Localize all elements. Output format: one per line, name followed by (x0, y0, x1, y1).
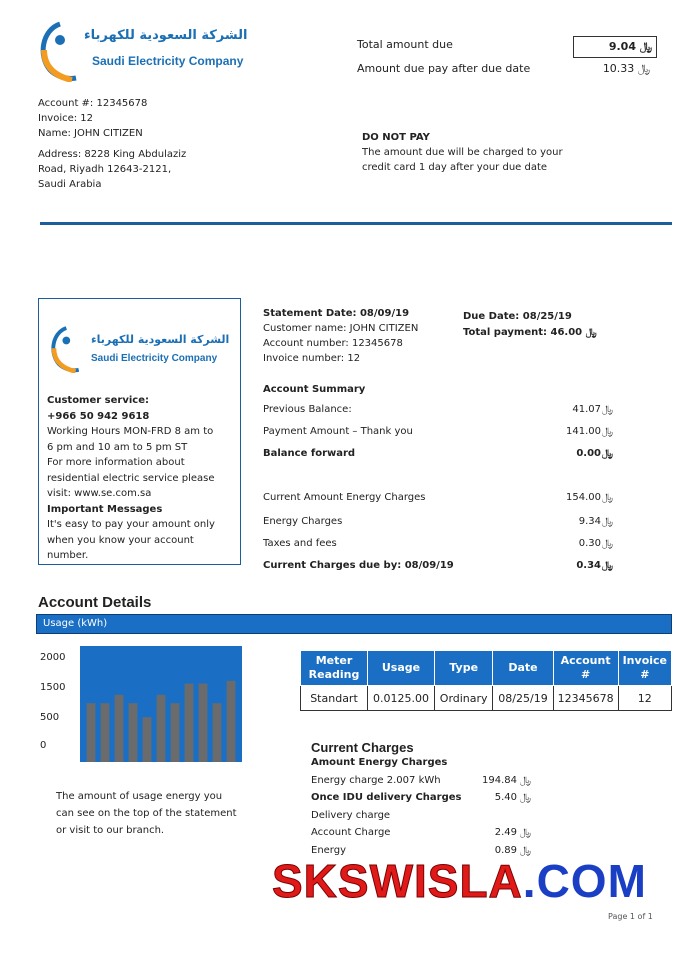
charge-row (311, 757, 531, 768)
service-box (38, 298, 241, 565)
currency-sign: ﷼ (601, 492, 613, 503)
summary-row (263, 538, 613, 549)
currency-sign: ﷼ (601, 404, 613, 415)
header-divider (40, 222, 672, 225)
charge-row-value: 5.40 (494, 792, 517, 803)
y-tick-label: 0 (40, 740, 47, 751)
summary-row-label: Energy Charges (263, 516, 343, 527)
summary-row-label: Taxes and fees (263, 538, 337, 549)
message-line-1: It's easy to pay your amount only (47, 519, 215, 530)
page-number: Page 1 of 1 (608, 912, 653, 921)
currency-sign: ﷼ (601, 426, 613, 437)
company-name-ar: الشركة السعودية للكهرباء (84, 28, 248, 43)
chart-bar (115, 695, 124, 762)
charge-row (311, 792, 531, 803)
watermark-main: SKSWISLA (272, 855, 523, 907)
invoice-line: Invoice: 12 (38, 113, 94, 124)
notice-line-2: credit card 1 day after your due date (362, 162, 548, 173)
currency-sign: ﷼ (519, 844, 531, 856)
logo-swoosh-icon (36, 20, 78, 82)
currency-sign: ﷼ (585, 327, 597, 338)
charge-row-label: Once IDU delivery Charges (311, 792, 462, 803)
usage-note-line-1: The amount of usage energy you (56, 791, 223, 802)
company-name-en: Saudi Electricity Company (91, 353, 218, 364)
usage-note-line-3: or visit to our branch. (56, 825, 165, 836)
watermark-domain: COM (536, 855, 647, 907)
total-due-label: Total amount due (357, 38, 453, 51)
logo-swoosh-icon (47, 325, 81, 373)
address-line-1: Address: 8228 King Abdulaziz (38, 149, 187, 160)
charge-row (311, 827, 531, 838)
cell-account: 12345678 (553, 686, 618, 711)
cell-date: 08/25/19 (493, 686, 553, 711)
y-tick-label: 1500 (40, 682, 66, 693)
cell-meter-reading: Standart (301, 686, 368, 711)
account-summary-title: Account Summary (263, 384, 366, 395)
company-name-en: Saudi Electricity Company (92, 54, 244, 68)
current-charges-title: Current Charges (311, 740, 414, 755)
notice-line-1: The amount due will be charged to your (362, 147, 563, 158)
summary-row-label: Payment Amount – Thank you (263, 426, 413, 437)
chart-bar (199, 684, 208, 762)
cell-invoice: 12 (618, 686, 671, 711)
summary-row-label: Current Charges due by: 08/09/19 (263, 560, 454, 571)
charge-row-label: Amount Energy Charges (311, 757, 448, 768)
cell-usage: 0.0125.00 (368, 686, 435, 711)
after-due-value: 10.33 (602, 62, 635, 75)
company-name-ar: الشركة السعودية للكهرباء (91, 333, 230, 346)
service-line-3: For more information about (47, 457, 185, 468)
charge-row-label: Energy charge 2.007 kWh (311, 774, 441, 786)
y-tick-label: 2000 (40, 652, 66, 663)
charge-row-value: 0.89 (494, 844, 517, 856)
statement-info (263, 306, 418, 366)
watermark (272, 854, 647, 908)
after-due-amount (570, 62, 650, 76)
usage-note-line-2: can see on the top of the statement (56, 808, 237, 819)
service-line-4: residential electric service please (47, 472, 215, 484)
cell-type: Ordinary (434, 686, 492, 711)
charge-row-value: 2.49 (494, 827, 517, 838)
watermark-dot: . (522, 855, 537, 907)
usage-bar (36, 614, 672, 634)
summary-row-value: 154.00 (566, 492, 601, 503)
chart-bar (87, 703, 96, 762)
currency-sign: ﷼ (601, 538, 613, 549)
summary-row-label: Previous Balance: (263, 404, 352, 415)
customer-service-phone: +966 50 942 9618 (47, 410, 150, 422)
statement-invoice-number: Invoice number: 12 (263, 353, 361, 364)
address-line-2: Road, Riyadh 12643-2121, (38, 164, 172, 175)
summary-row-value: 0.00 (576, 448, 601, 459)
usage-chart (36, 644, 246, 764)
currency-sign: ﷼ (519, 827, 531, 838)
chart-bar (185, 684, 194, 762)
currency-sign: ﷼ (637, 62, 650, 75)
important-messages-title: Important Messages (47, 503, 163, 515)
due-info (463, 309, 597, 341)
service-line-5: visit: www.se.com.sa (47, 488, 152, 499)
meter-table (300, 650, 672, 711)
notice-title: DO NOT PAY (362, 132, 430, 143)
summary-row-value: 0.34 (576, 560, 601, 571)
due-date: Due Date: 08/25/19 (463, 311, 572, 322)
statement-date: Statement Date: 08/09/19 (263, 308, 410, 319)
chart-bar (171, 703, 180, 762)
summary-row (263, 560, 613, 571)
address-line-3: Saudi Arabia (38, 179, 102, 190)
charge-row-value: 194.84 (482, 774, 517, 786)
chart-bar (129, 703, 138, 762)
summary-row (263, 426, 613, 437)
charge-row (311, 810, 531, 821)
service-line-1: Working Hours MON-FRD 8 am to (47, 426, 214, 437)
total-payment: Total payment: 46.00 (463, 327, 583, 338)
chart-bar (143, 717, 152, 762)
customer-info (38, 96, 186, 192)
usage-chart-plot (80, 646, 242, 762)
name-line: Name: JOHN CITIZEN (38, 128, 143, 139)
currency-sign: ﷼ (519, 774, 531, 786)
notice-block (362, 130, 563, 175)
usage-bar-label: Usage (kWh) (43, 618, 108, 629)
summary-row-label: Balance forward (263, 448, 356, 459)
account-line: Account #: 12345678 (38, 98, 148, 109)
statement-customer-name: Customer name: JOHN CITIZEN (263, 323, 419, 334)
summary-row (263, 448, 613, 459)
summary-row-value: 141.00 (566, 426, 601, 437)
header-date: Date (493, 651, 553, 686)
y-tick-label: 500 (40, 712, 60, 723)
table-row (301, 686, 672, 711)
header-account: Account # (553, 651, 618, 686)
currency-sign: ﷼ (519, 792, 531, 803)
summary-row (263, 516, 613, 527)
charge-row-label: Account Charge (311, 827, 391, 838)
message-line-2: when you know your account (47, 534, 194, 546)
usage-note (56, 788, 237, 839)
chart-bar (227, 681, 236, 762)
total-due-box (573, 36, 657, 58)
total-due-value: 9.04 (608, 40, 636, 53)
company-logo (36, 20, 266, 84)
account-details-title: Account Details (38, 594, 152, 611)
currency-sign: ﷼ (601, 516, 613, 527)
summary-row (263, 492, 613, 503)
statement-account-number: Account number: 12345678 (263, 338, 403, 349)
header-meter-reading: Meter Reading (301, 651, 368, 686)
meter-table-header (301, 651, 672, 686)
chart-bar (101, 703, 110, 762)
charge-row (311, 775, 531, 786)
after-due-label: Amount due pay after due date (357, 62, 531, 75)
summary-row-value: 41.07 (572, 404, 601, 415)
currency-sign: ﷼ (601, 560, 613, 571)
currency-sign: ﷼ (601, 448, 613, 459)
customer-service-title: Customer service: (47, 395, 149, 406)
header-usage: Usage (368, 651, 435, 686)
charge-row-label: Delivery charge (311, 809, 391, 821)
chart-bar (213, 703, 222, 762)
charge-row-label: Energy (311, 844, 347, 856)
chart-bar (157, 695, 166, 762)
summary-row-value: 0.30 (578, 538, 601, 549)
summary-row-value: 9.34 (578, 516, 601, 527)
message-line-3: number. (47, 550, 89, 561)
summary-row (263, 404, 613, 415)
service-line-2: 6 pm and 10 am to 5 pm ST (47, 441, 188, 453)
header-type: Type (434, 651, 492, 686)
currency-sign: ﷼ (639, 40, 652, 53)
summary-row-label: Current Amount Energy Charges (263, 492, 426, 503)
header-invoice: Invoice # (618, 651, 671, 686)
